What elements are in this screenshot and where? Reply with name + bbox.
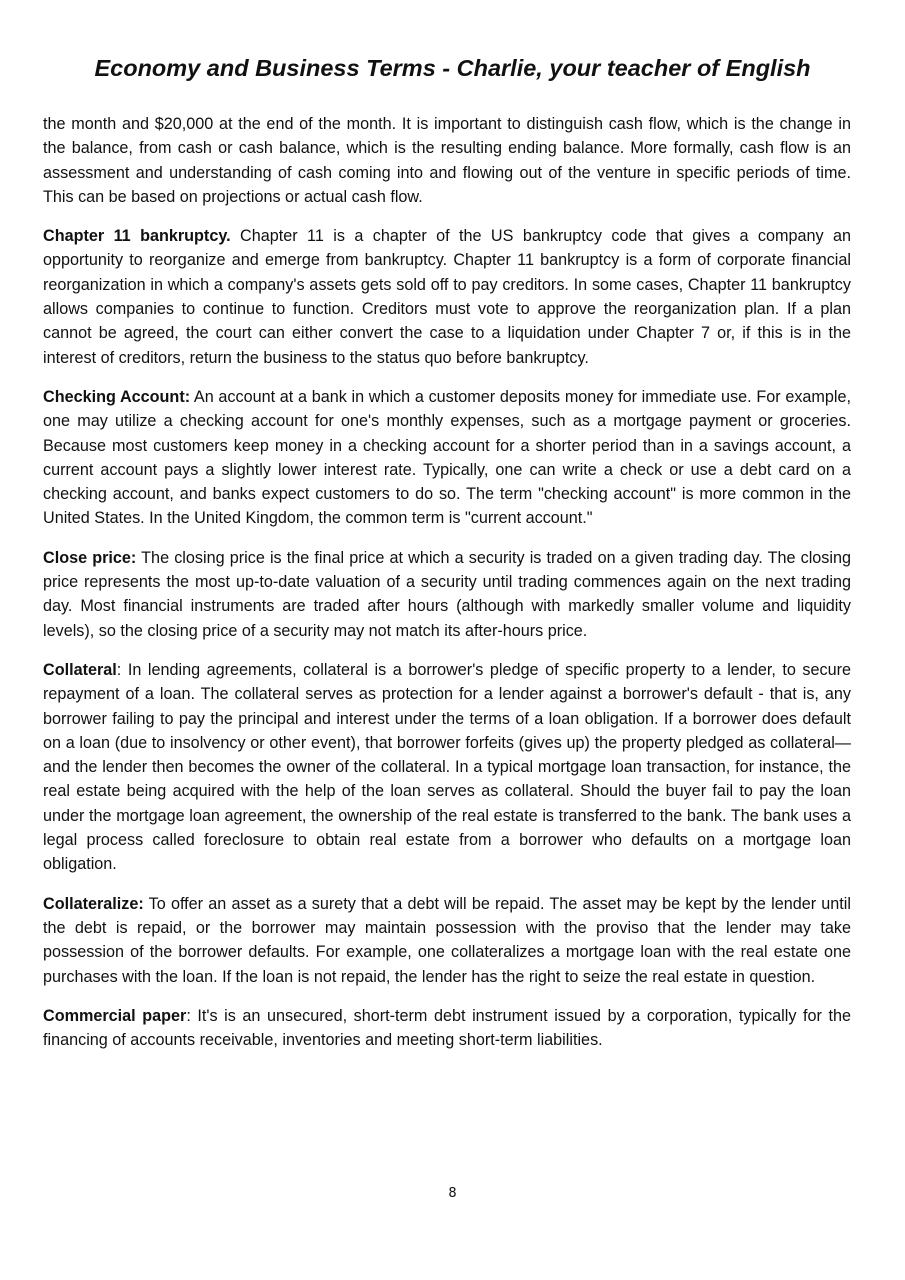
entry-term: Chapter 11 bankruptcy. <box>43 227 231 246</box>
page-title: Economy and Business Terms - Charlie, your teacher of English <box>94 55 811 81</box>
document-body <box>43 112 851 1067</box>
entry-term: Close price: <box>43 548 137 567</box>
entry-term: Collateralize: <box>43 894 144 913</box>
glossary-entry-chapter-11-bankruptcy <box>43 224 851 370</box>
entry-definition: In lending agreements, collateral is a borrower's pledge of specific property to a lender, to secure repayment of a loan. The collateral serves as protection for a lender against a borrower's default - that is, any borrower failing to pay the principal and interest under the terms of a loan obligation. If a borrower does default on a loan (due to insolvency or other event), that borrower forfeits (gives up) the property pledged as collateral—and the lender then becomes the owner of the collateral. In a typical mortgage loan transaction, for instance, the real estate being acquired with the help of the loan serves as collateral. Should the buyer fail to pay the loan under the mortgage loan agreement, the ownership of the real estate is transferred to the bank. The bank uses a legal process called foreclosure to obtain real estate from a borrower who defaults on a mortgage loan obligation. <box>43 660 852 874</box>
entry-term: Collateral <box>43 660 117 679</box>
entry-definition: the month and $20,000 at the end of the month. It is important to distinguish cash flow, which is the change in the balance, from cash or cash balance, which is the resulting ending balance. More formally, cash flow is an assessment and understanding of cash coming into and flowing out of the venture in specific periods of time. This can be based on projections or actual cash flow. <box>43 115 851 206</box>
entry-definition: It's is an unsecured, short-term debt instrument issued by a corporation, typically for the financing of accounts receivable, inventories and meeting short-term liabilities. <box>43 1006 851 1050</box>
glossary-entry-collateralize <box>43 892 851 989</box>
glossary-entry-cash-flow-continued <box>43 112 851 209</box>
entry-definition: Chapter 11 is a chapter of the US bankruptcy code that gives a company an opportunity to reorganize and emerge from bankruptcy. Chapter 11 bankruptcy is a form of corporate financial reorganization in which a company's assets gets sold off to pay creditors. In some cases, Chapter 11 bankruptcy allows companies to continue to function. Creditors must vote to approve the reorganization plan. If a plan cannot be agreed, the court can either convert the case to a liquidation under Chapter 7 or, if this is in the interest of creditors, return the business to the status quo before bankruptcy. <box>43 227 851 367</box>
entry-definition: To offer an asset as a surety that a debt will be repaid. The asset may be kept by the lender until the debt is repaid, or the borrower may maintain possession with the proviso that the lender may take possession of the borrower defaults. For example, one collateralizes a mortgage loan with the real estate one purchases with the loan. If the loan is not repaid, the lender has the right to seize the real estate in question. <box>43 894 851 986</box>
glossary-entry-commercial-paper <box>43 1004 851 1053</box>
entry-term: Commercial paper <box>43 1006 187 1025</box>
entry-term: Checking Account: <box>43 387 191 406</box>
glossary-entry-collateral <box>43 658 851 877</box>
glossary-entry-checking-account <box>43 385 851 531</box>
entry-definition: An account at a bank in which a customer deposits money for immediate use. For example, one may utilize a checking account for one's monthly expenses, such as a mortgage payment or groceries. Because most customers keep money in a checking account for a shorter period than in a savings account, a current account pays a slightly lower interest rate. Typically, one can write a check or use a debt card on a checking account, and banks expect customers to do so. The term "checking account" is more common in the United States. In the United Kingdom, the common term is "current account." <box>43 387 852 528</box>
entry-separator <box>231 227 240 245</box>
entry-definition: The closing price is the final price at which a security is traded on a given trading day. The closing price represents the most up-to-date valuation of a security until trading commences again on the next trading day. Most financial instruments are traded after hours (although with markedly smaller volume and liquidity levels), so the closing price of a security may not match its after-hours price. <box>43 548 851 640</box>
glossary-entry-close-price <box>43 546 851 643</box>
entry-separator: : <box>186 1006 198 1025</box>
entry-separator: : <box>116 660 128 679</box>
page-number: 8 <box>448 1186 457 1201</box>
